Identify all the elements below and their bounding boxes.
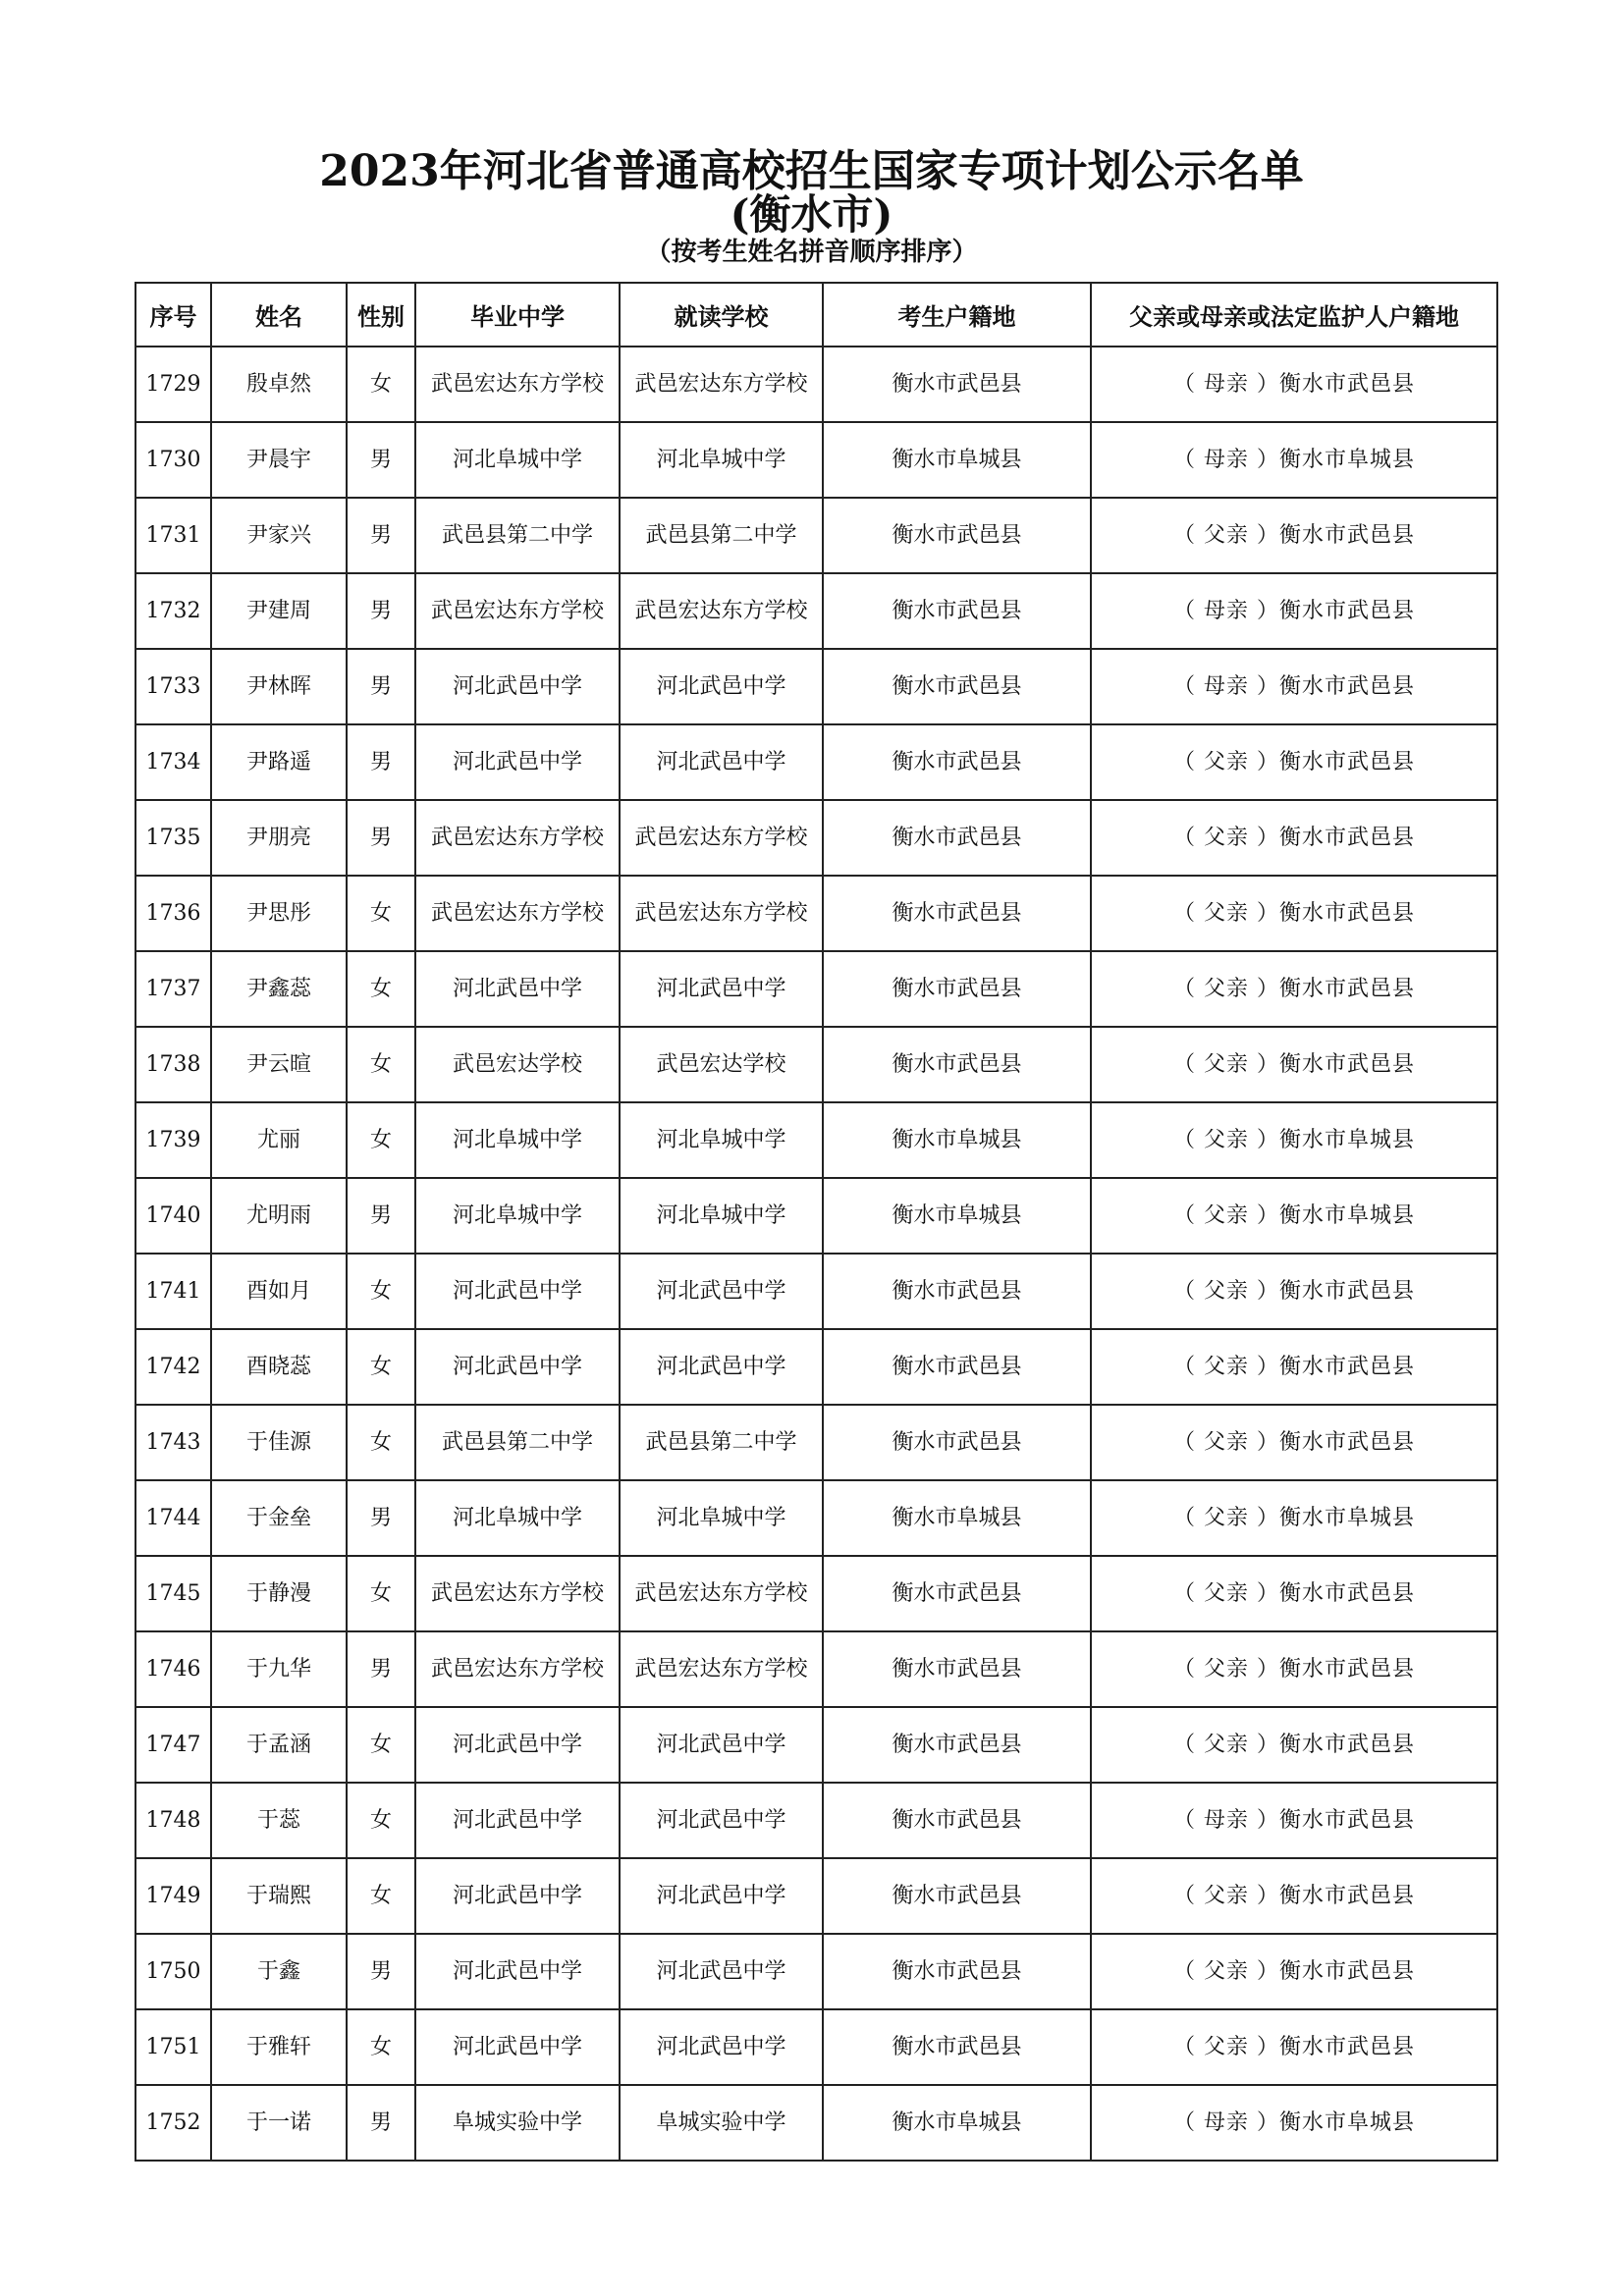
household-cell: 衡水市武邑县	[823, 649, 1091, 724]
parent-household-cell: （ 父亲 ）衡水市阜城县	[1091, 1102, 1497, 1178]
sort-note: （按考生姓名拼音顺序排序）	[645, 238, 978, 267]
graduate-school-cell: 武邑县第二中学	[415, 1405, 620, 1480]
seq-cell: 1737	[135, 951, 211, 1027]
household-cell: 衡水市武邑县	[823, 573, 1091, 649]
household-cell: 衡水市阜城县	[823, 1480, 1091, 1556]
household-cell: 衡水市武邑县	[823, 876, 1091, 951]
name-cell: 于孟涵	[211, 1707, 347, 1783]
current-school-cell: 河北武邑中学	[620, 1329, 823, 1405]
gender-cell: 女	[347, 1783, 415, 1858]
table-row	[135, 498, 1497, 573]
household-cell: 衡水市阜城县	[823, 1178, 1091, 1254]
graduate-school-cell: 河北武邑中学	[415, 724, 620, 800]
seq-cell: 1739	[135, 1102, 211, 1178]
graduate-school-cell: 武邑县第二中学	[415, 498, 620, 573]
gender-cell: 男	[347, 1480, 415, 1556]
household-cell: 衡水市阜城县	[823, 2085, 1091, 2161]
current-school-cell: 河北阜城中学	[620, 1480, 823, 1556]
parent-household-cell: （ 母亲 ）衡水市武邑县	[1091, 347, 1497, 422]
graduate-school-cell: 武邑宏达东方学校	[415, 1556, 620, 1631]
parent-household-cell: （ 父亲 ）衡水市武邑县	[1091, 1707, 1497, 1783]
name-cell: 尤丽	[211, 1102, 347, 1178]
table-row	[135, 347, 1497, 422]
gender-cell: 女	[347, 347, 415, 422]
graduate-school-cell: 武邑宏达学校	[415, 1027, 620, 1102]
gender-cell: 男	[347, 800, 415, 876]
table-row	[135, 1254, 1497, 1329]
household-cell: 衡水市阜城县	[823, 422, 1091, 498]
table-row	[135, 724, 1497, 800]
current-school-cell: 河北武邑中学	[620, 951, 823, 1027]
column-header: 父亲或母亲或法定监护人户籍地	[1091, 283, 1497, 347]
seq-cell: 1750	[135, 1934, 211, 2009]
parent-household-cell: （ 父亲 ）衡水市武邑县	[1091, 1858, 1497, 1934]
gender-cell: 女	[347, 1102, 415, 1178]
current-school-cell: 武邑宏达东方学校	[620, 1556, 823, 1631]
current-school-cell: 武邑宏达东方学校	[620, 800, 823, 876]
household-cell: 衡水市武邑县	[823, 1631, 1091, 1707]
table-row	[135, 1707, 1497, 1783]
column-header: 序号	[135, 283, 211, 347]
graduate-school-cell: 河北武邑中学	[415, 1934, 620, 2009]
graduate-school-cell: 河北武邑中学	[415, 1783, 620, 1858]
household-cell: 衡水市武邑县	[823, 498, 1091, 573]
parent-household-cell: （ 母亲 ）衡水市阜城县	[1091, 422, 1497, 498]
seq-cell: 1751	[135, 2009, 211, 2085]
parent-household-cell: （ 母亲 ）衡水市武邑县	[1091, 573, 1497, 649]
current-school-cell: 河北武邑中学	[620, 724, 823, 800]
table-row	[135, 1934, 1497, 2009]
graduate-school-cell: 武邑宏达东方学校	[415, 876, 620, 951]
gender-cell: 男	[347, 422, 415, 498]
table-row	[135, 1480, 1497, 1556]
seq-cell: 1745	[135, 1556, 211, 1631]
household-cell: 衡水市武邑县	[823, 1405, 1091, 1480]
graduate-school-cell: 河北阜城中学	[415, 1480, 620, 1556]
column-header: 姓名	[211, 283, 347, 347]
current-school-cell: 武邑宏达东方学校	[620, 876, 823, 951]
household-cell: 衡水市武邑县	[823, 347, 1091, 422]
household-cell: 衡水市武邑县	[823, 800, 1091, 876]
seq-cell: 1730	[135, 422, 211, 498]
parent-household-cell: （ 父亲 ）衡水市武邑县	[1091, 2009, 1497, 2085]
graduate-school-cell: 河北阜城中学	[415, 422, 620, 498]
gender-cell: 女	[347, 1858, 415, 1934]
name-cell: 于金垒	[211, 1480, 347, 1556]
table-row	[135, 1027, 1497, 1102]
gender-cell: 男	[347, 1631, 415, 1707]
current-school-cell: 河北阜城中学	[620, 1178, 823, 1254]
seq-cell: 1735	[135, 800, 211, 876]
name-cell: 尹建周	[211, 573, 347, 649]
page-subtitle: (衡水市)	[730, 190, 893, 239]
name-cell: 于一诺	[211, 2085, 347, 2161]
seq-cell: 1747	[135, 1707, 211, 1783]
gender-cell: 男	[347, 724, 415, 800]
column-header: 性别	[347, 283, 415, 347]
table-row	[135, 1102, 1497, 1178]
current-school-cell: 河北武邑中学	[620, 1934, 823, 2009]
name-cell: 于静漫	[211, 1556, 347, 1631]
graduate-school-cell: 河北武邑中学	[415, 1707, 620, 1783]
household-cell: 衡水市武邑县	[823, 724, 1091, 800]
household-cell: 衡水市武邑县	[823, 1783, 1091, 1858]
column-header: 毕业中学	[415, 283, 620, 347]
graduate-school-cell: 武邑宏达东方学校	[415, 347, 620, 422]
name-cell: 尹林晖	[211, 649, 347, 724]
page-title: 2023年河北省普通高校招生国家专项计划公示名单	[319, 146, 1304, 196]
seq-cell: 1744	[135, 1480, 211, 1556]
seq-cell: 1736	[135, 876, 211, 951]
gender-cell: 男	[347, 2085, 415, 2161]
graduate-school-cell: 河北武邑中学	[415, 649, 620, 724]
seq-cell: 1752	[135, 2085, 211, 2161]
current-school-cell: 武邑宏达东方学校	[620, 1631, 823, 1707]
gender-cell: 男	[347, 649, 415, 724]
name-cell: 尹朋亮	[211, 800, 347, 876]
name-cell: 尹路遥	[211, 724, 347, 800]
parent-household-cell: （ 母亲 ）衡水市阜城县	[1091, 2085, 1497, 2161]
parent-household-cell: （ 父亲 ）衡水市武邑县	[1091, 1631, 1497, 1707]
graduate-school-cell: 河北武邑中学	[415, 1858, 620, 1934]
table-row	[135, 573, 1497, 649]
gender-cell: 女	[347, 876, 415, 951]
parent-household-cell: （ 父亲 ）衡水市武邑县	[1091, 1329, 1497, 1405]
gender-cell: 女	[347, 2009, 415, 2085]
graduate-school-cell: 河北武邑中学	[415, 2009, 620, 2085]
table-row	[135, 649, 1497, 724]
seq-cell: 1740	[135, 1178, 211, 1254]
table-row	[135, 2009, 1497, 2085]
household-cell: 衡水市武邑县	[823, 1707, 1091, 1783]
household-cell: 衡水市武邑县	[823, 951, 1091, 1027]
graduate-school-cell: 河北武邑中学	[415, 1329, 620, 1405]
seq-cell: 1748	[135, 1783, 211, 1858]
seq-cell: 1733	[135, 649, 211, 724]
table-row	[135, 1178, 1497, 1254]
current-school-cell: 武邑宏达东方学校	[620, 347, 823, 422]
current-school-cell: 武邑宏达东方学校	[620, 573, 823, 649]
name-cell: 于鑫	[211, 1934, 347, 2009]
current-school-cell: 河北武邑中学	[620, 1858, 823, 1934]
table-row	[135, 1858, 1497, 1934]
name-cell: 于佳源	[211, 1405, 347, 1480]
current-school-cell: 河北阜城中学	[620, 422, 823, 498]
gender-cell: 男	[347, 498, 415, 573]
gender-cell: 女	[347, 951, 415, 1027]
gender-cell: 女	[347, 1556, 415, 1631]
name-cell: 尹家兴	[211, 498, 347, 573]
name-cell: 于瑞熙	[211, 1858, 347, 1934]
table-row	[135, 1556, 1497, 1631]
household-cell: 衡水市武邑县	[823, 1556, 1091, 1631]
parent-household-cell: （ 父亲 ）衡水市武邑县	[1091, 951, 1497, 1027]
parent-household-cell: （ 父亲 ）衡水市武邑县	[1091, 800, 1497, 876]
name-cell: 于九华	[211, 1631, 347, 1707]
name-cell: 尤明雨	[211, 1178, 347, 1254]
household-cell: 衡水市武邑县	[823, 2009, 1091, 2085]
parent-household-cell: （ 父亲 ）衡水市武邑县	[1091, 1556, 1497, 1631]
graduate-school-cell: 武邑宏达东方学校	[415, 800, 620, 876]
parent-household-cell: （ 父亲 ）衡水市武邑县	[1091, 498, 1497, 573]
graduate-school-cell: 武邑宏达东方学校	[415, 1631, 620, 1707]
name-cell: 酉如月	[211, 1254, 347, 1329]
table-row	[135, 800, 1497, 876]
seq-cell: 1734	[135, 724, 211, 800]
gender-cell: 男	[347, 1178, 415, 1254]
name-cell: 酉晓蕊	[211, 1329, 347, 1405]
parent-household-cell: （ 父亲 ）衡水市阜城县	[1091, 1480, 1497, 1556]
current-school-cell: 河北阜城中学	[620, 1102, 823, 1178]
table-row	[135, 422, 1497, 498]
current-school-cell: 河北武邑中学	[620, 1254, 823, 1329]
table-row	[135, 951, 1497, 1027]
student-list-table	[135, 282, 1498, 2162]
household-cell: 衡水市武邑县	[823, 1934, 1091, 2009]
parent-household-cell: （ 母亲 ）衡水市武邑县	[1091, 1783, 1497, 1858]
name-cell: 尹鑫蕊	[211, 951, 347, 1027]
graduate-school-cell: 河北武邑中学	[415, 1254, 620, 1329]
current-school-cell: 武邑宏达学校	[620, 1027, 823, 1102]
name-cell: 于蕊	[211, 1783, 347, 1858]
table-row	[135, 2085, 1497, 2161]
table-row	[135, 1783, 1497, 1858]
graduate-school-cell: 武邑宏达东方学校	[415, 573, 620, 649]
parent-household-cell: （ 父亲 ）衡水市武邑县	[1091, 1934, 1497, 2009]
parent-household-cell: （ 母亲 ）衡水市武邑县	[1091, 649, 1497, 724]
gender-cell: 女	[347, 1027, 415, 1102]
gender-cell: 男	[347, 573, 415, 649]
household-cell: 衡水市阜城县	[823, 1102, 1091, 1178]
household-cell: 衡水市武邑县	[823, 1254, 1091, 1329]
seq-cell: 1749	[135, 1858, 211, 1934]
column-header: 就读学校	[620, 283, 823, 347]
table-header-row	[135, 283, 1497, 347]
seq-cell: 1746	[135, 1631, 211, 1707]
graduate-school-cell: 河北武邑中学	[415, 951, 620, 1027]
current-school-cell: 武邑县第二中学	[620, 498, 823, 573]
seq-cell: 1742	[135, 1329, 211, 1405]
column-header: 考生户籍地	[823, 283, 1091, 347]
current-school-cell: 阜城实验中学	[620, 2085, 823, 2161]
seq-cell: 1738	[135, 1027, 211, 1102]
household-cell: 衡水市武邑县	[823, 1329, 1091, 1405]
table-row	[135, 1631, 1497, 1707]
parent-household-cell: （ 父亲 ）衡水市武邑县	[1091, 1405, 1497, 1480]
seq-cell: 1732	[135, 573, 211, 649]
current-school-cell: 河北武邑中学	[620, 649, 823, 724]
name-cell: 殷卓然	[211, 347, 347, 422]
household-cell: 衡水市武邑县	[823, 1858, 1091, 1934]
graduate-school-cell: 河北阜城中学	[415, 1178, 620, 1254]
seq-cell: 1731	[135, 498, 211, 573]
table-row	[135, 876, 1497, 951]
seq-cell: 1729	[135, 347, 211, 422]
gender-cell: 女	[347, 1329, 415, 1405]
parent-household-cell: （ 父亲 ）衡水市武邑县	[1091, 1254, 1497, 1329]
name-cell: 尹晨宇	[211, 422, 347, 498]
name-cell: 尹思彤	[211, 876, 347, 951]
graduate-school-cell: 阜城实验中学	[415, 2085, 620, 2161]
gender-cell: 女	[347, 1405, 415, 1480]
current-school-cell: 河北武邑中学	[620, 2009, 823, 2085]
seq-cell: 1743	[135, 1405, 211, 1480]
graduate-school-cell: 河北阜城中学	[415, 1102, 620, 1178]
gender-cell: 女	[347, 1707, 415, 1783]
parent-household-cell: （ 父亲 ）衡水市武邑县	[1091, 724, 1497, 800]
gender-cell: 女	[347, 1254, 415, 1329]
gender-cell: 男	[347, 1934, 415, 2009]
parent-household-cell: （ 父亲 ）衡水市武邑县	[1091, 1027, 1497, 1102]
parent-household-cell: （ 父亲 ）衡水市阜城县	[1091, 1178, 1497, 1254]
table-row	[135, 1329, 1497, 1405]
current-school-cell: 武邑县第二中学	[620, 1405, 823, 1480]
household-cell: 衡水市武邑县	[823, 1027, 1091, 1102]
seq-cell: 1741	[135, 1254, 211, 1329]
current-school-cell: 河北武邑中学	[620, 1783, 823, 1858]
name-cell: 尹云暄	[211, 1027, 347, 1102]
current-school-cell: 河北武邑中学	[620, 1707, 823, 1783]
name-cell: 于雅轩	[211, 2009, 347, 2085]
table-row	[135, 1405, 1497, 1480]
parent-household-cell: （ 父亲 ）衡水市武邑县	[1091, 876, 1497, 951]
